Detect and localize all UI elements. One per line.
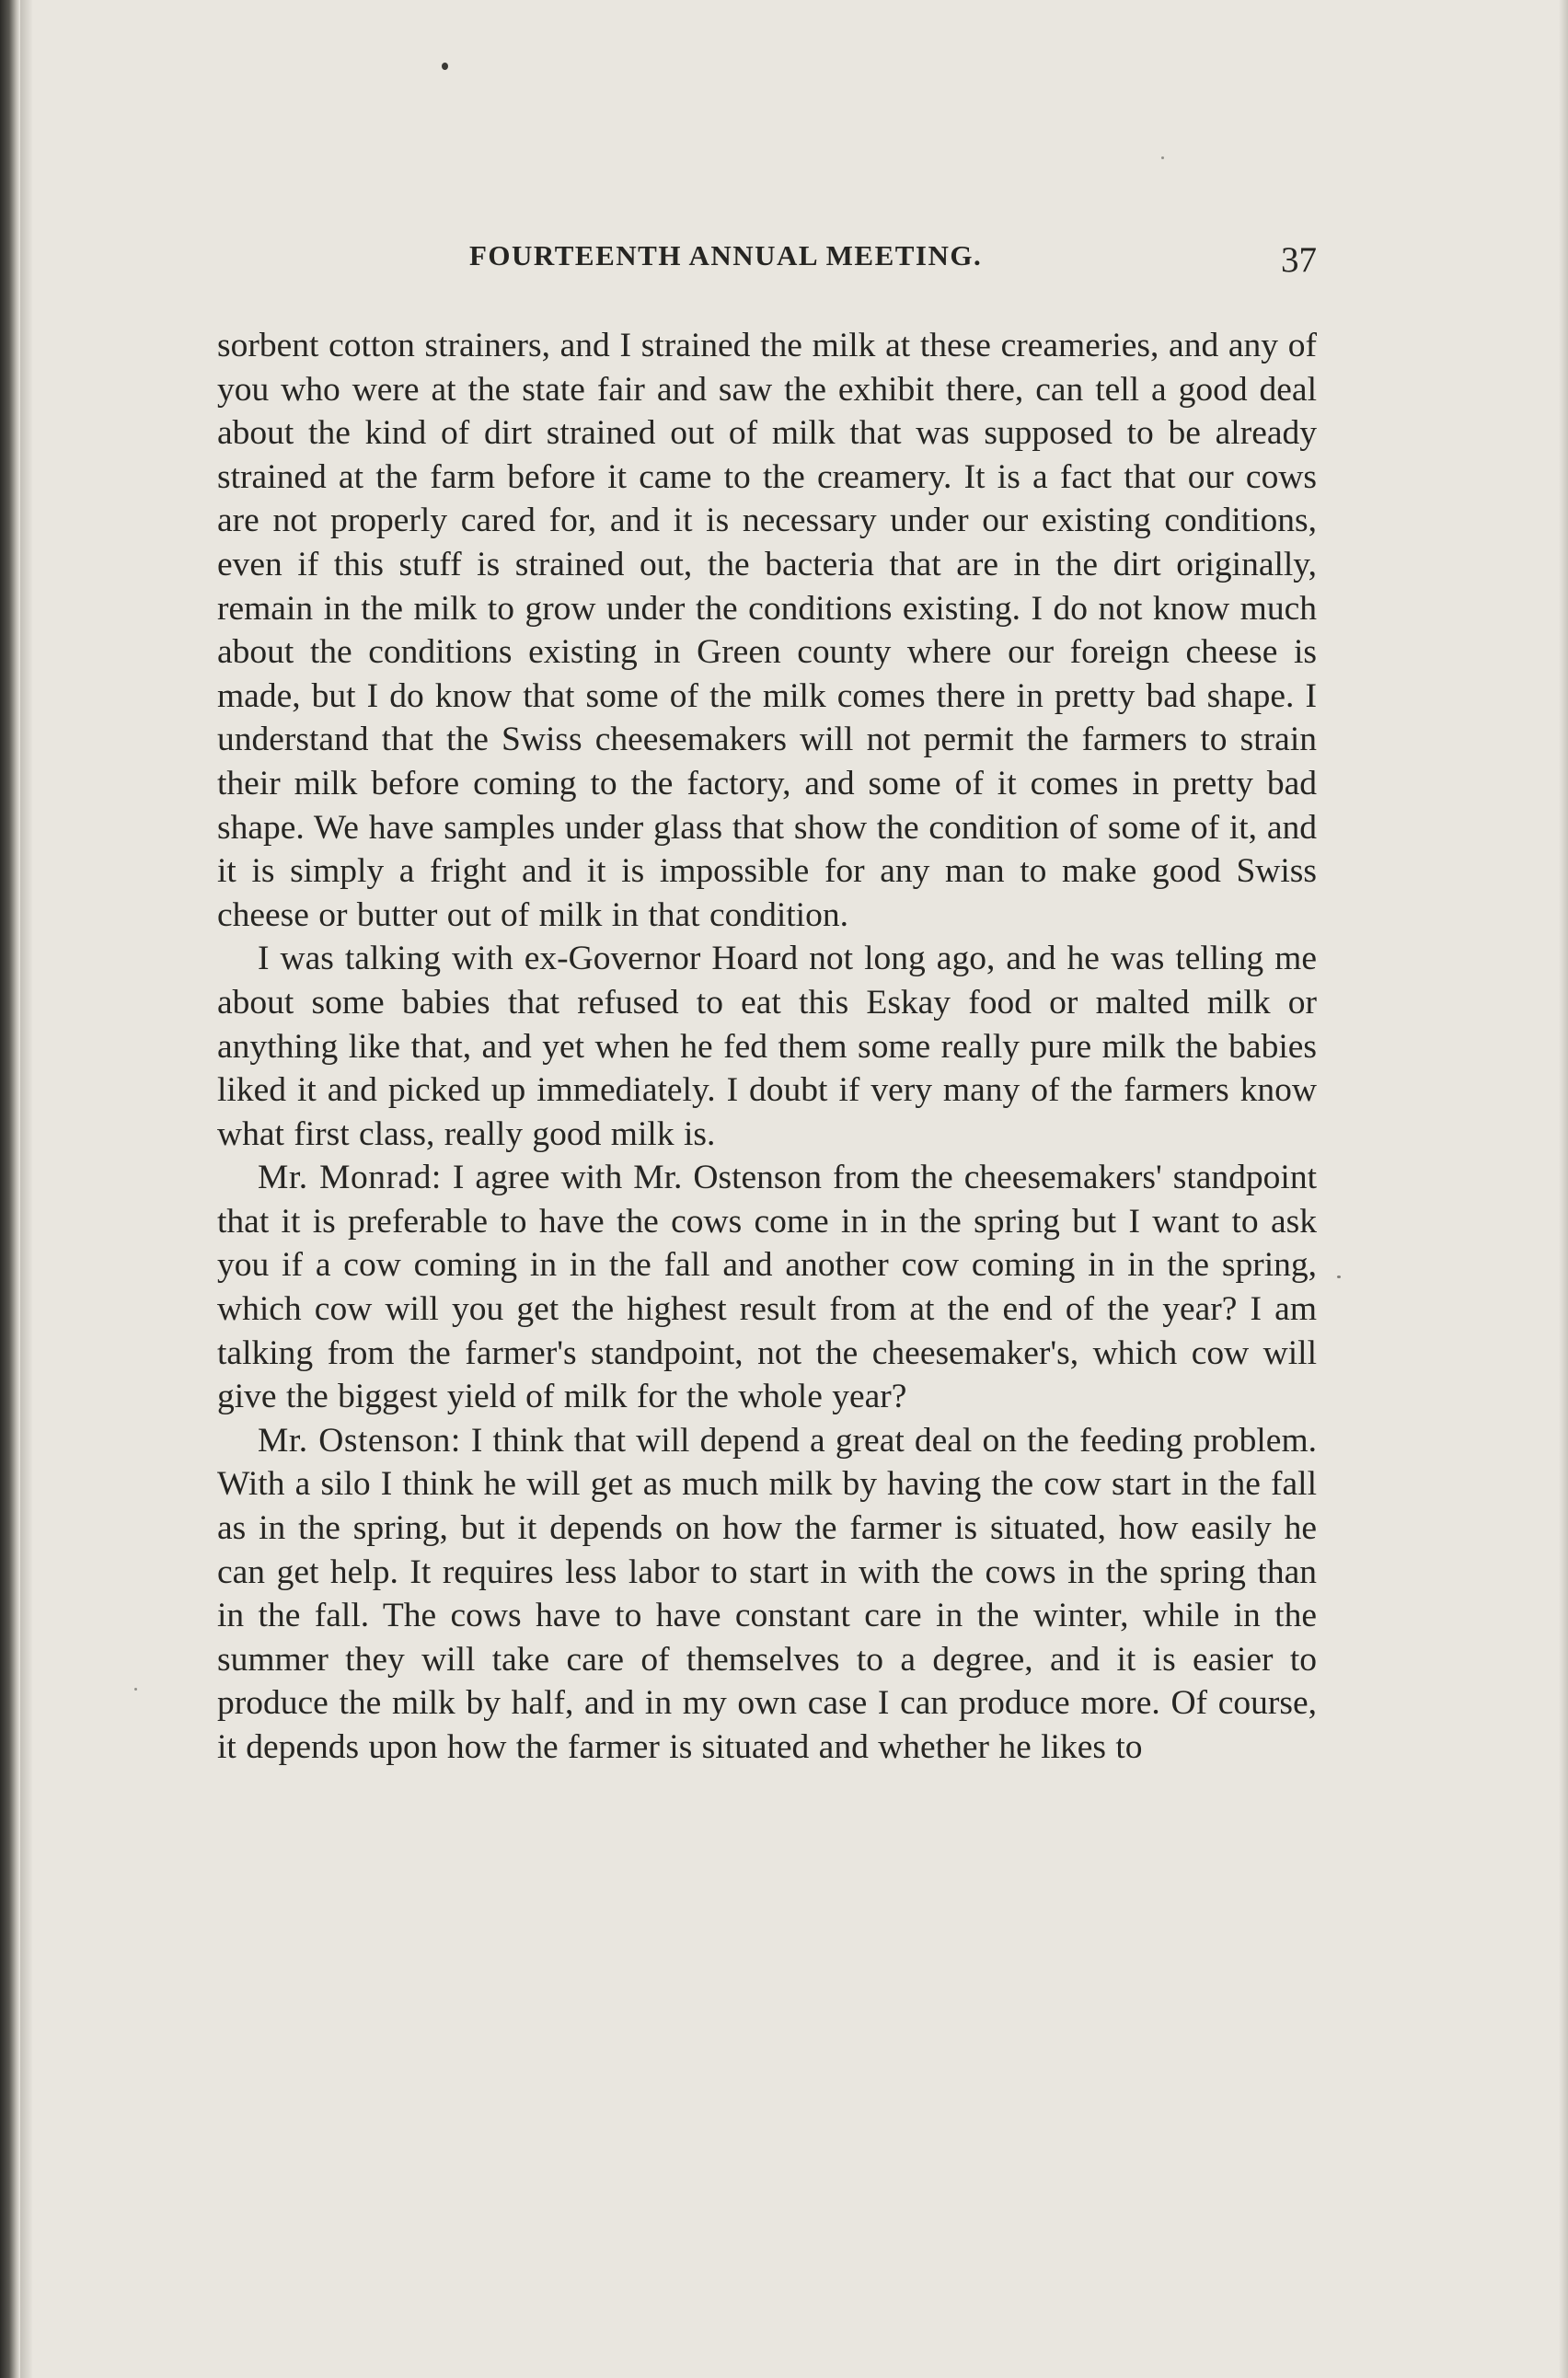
ink-speck xyxy=(442,63,448,70)
speaker-label: Mr. Ostenson: xyxy=(258,1421,461,1460)
paragraph-text: sorbent cotton strainers, and I strained the milk at these creameries, and any of you who were at the state fair and saw the exhibit there, can tell a good deal about the kind of dirt strained out of milk that was supposed to be already strained at the farm before it came to the creamery. It is a fact that our cows are not properly cared for, and it is necessary under our existing conditions, even if this stuff is strained out, the bacteria that are in the dirt originally, remain in the milk to grow under the conditions existing. I do not know much about the conditions existing in Green county where our foreign cheese is made, but I do know that some of the milk comes there in pretty bad shape. I understand that the Swiss cheesemakers will not permit the farmers to strain their milk before coming to the factory, and some of it comes in pretty bad shape. We have samples under glass that show the condition of some of it, and it is simply a fright and it is impossible for any man to make good Swiss cheese or butter out of milk in that condition. xyxy=(217,327,1317,934)
book-spine-shadow xyxy=(0,0,20,2378)
paragraph-text: I agree with Mr. Ostenson from the cheesemakers' standpoint that it is preferable to have the cows come in in the spring but I want to ask you if a cow coming in in the fall and another cow coming in in the spring, which cow will you get the highest result from at the end of the year? I am talking from the farmer's standpoint, not the cheesemaker's, which cow will give the biggest yield of milk for the whole year? xyxy=(217,1159,1317,1416)
ink-speck xyxy=(1337,1276,1341,1278)
page-gutter-edge xyxy=(20,0,33,2378)
paragraph-text: I think that will depend a great deal on the feeding problem. With a silo I think he will get as much milk by having the cow start in the fall as in the spring, but it depends on how the farmer is situated, how easily he can get help. It requires less labor to start in with the cows in the spring than in the fall. The cows have to have constant care in the winter, while in the summer they will take care of themselves to a degree, and it is easier to produce the milk by half, and in my own case I can produce more. Of course, it depends upon how the farmer is situated and whether he likes to xyxy=(217,1421,1317,1766)
page-header xyxy=(217,228,1317,287)
paragraph-text: I was talking with ex-Governor Hoard not long ago, and he was telling me about some babies that refused to eat this Eskay food or malted milk or anything like that, and yet when he fed them some really pure milk the babies liked it and picked up immediately. I doubt if very many of the farmers know what first class, really good milk is. xyxy=(217,940,1317,1153)
ink-speck xyxy=(1161,156,1164,159)
paragraph xyxy=(217,1419,1317,1770)
page-right-edge xyxy=(1559,0,1568,2378)
paragraph xyxy=(217,937,1317,1156)
ink-speck xyxy=(134,1688,137,1691)
body-text xyxy=(217,324,1317,1770)
paragraph xyxy=(217,1156,1317,1419)
page-number: 37 xyxy=(1281,240,1317,280)
running-head: FOURTEENTH ANNUAL MEETING. xyxy=(469,239,983,271)
paragraph xyxy=(217,324,1317,937)
speaker-label: Mr. Monrad: xyxy=(258,1159,442,1197)
